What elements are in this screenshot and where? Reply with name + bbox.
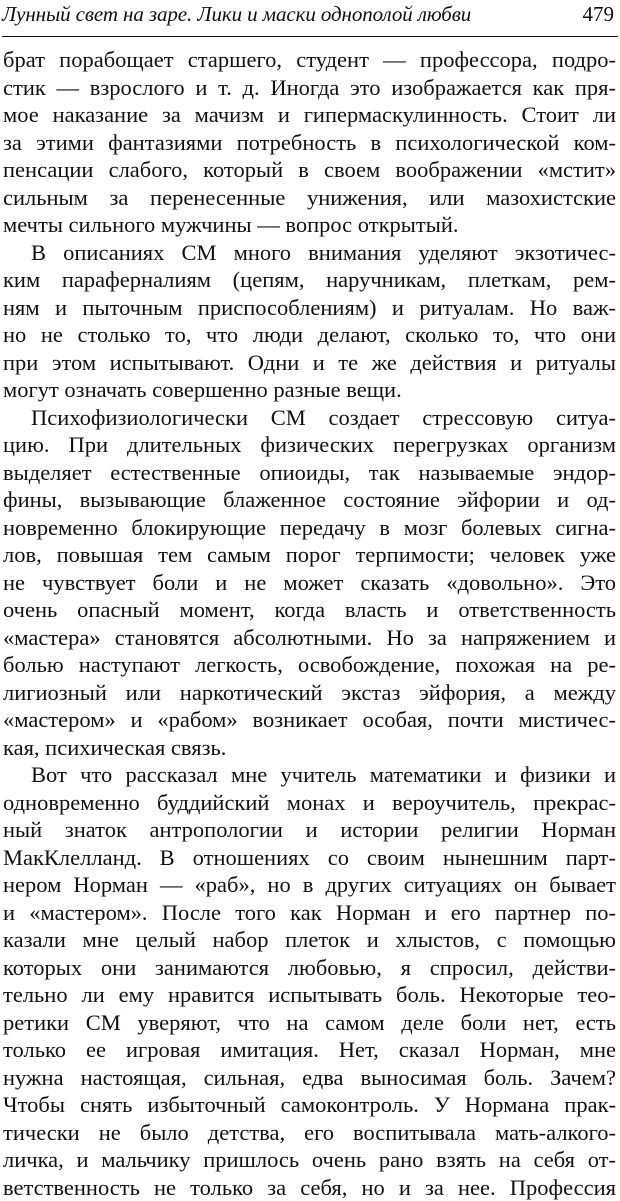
text-line: тельно ли ему нравится испытывать боль. Некоторые тео- (3, 981, 616, 1009)
text-line: и «мастером». После того как Норман и его партнер по- (3, 899, 616, 927)
text-line: но не столько то, что люди делают, сколько то, что они (3, 321, 616, 349)
paragraph-first-line: Психофизиологически СМ создает стрессовую ситуа- (3, 404, 616, 432)
text-line: стик — взрослого и т. д. Иногда это изображается как пря- (3, 74, 616, 102)
text-line: фины, вызывающие блаженное состояние эйфории и од- (3, 486, 616, 514)
text-line: которых они занимаются любовью, я спросил, действи- (3, 954, 616, 982)
paragraph-first-line: В описаниях СМ много внимания уделяют экзотичес- (3, 239, 616, 267)
text-line: очень опасный момент, когда власть и ответственность (3, 596, 616, 624)
text-line: за этими фантазиями потребность в психологической ком- (3, 129, 616, 157)
text-line: могут означать совершенно разные вещи. (3, 376, 616, 404)
text-line: ким параферналиям (цепям, наручникам, плеткам, рем- (3, 266, 616, 294)
page-number: 479 (583, 2, 615, 27)
text-line: ретики СМ уверяют, что на самом деле боли нет, есть (3, 1009, 616, 1037)
text-line: Чтобы снять избыточный самоконтроль. У Нормана прак- (3, 1091, 616, 1119)
paragraph-first-line: Вот что рассказал мне учитель математики и физики и (3, 761, 616, 789)
text-line: только ее игровая имитация. Нет, сказал Норман, мне (3, 1036, 616, 1064)
text-line: мое наказание за мачизм и гипермаскулинность. Стоит ли (3, 101, 616, 129)
text-line: брат порабощает старшего, студент — профессора, подро- (3, 46, 616, 74)
text-line: сильным за перенесенные унижения, или мазохистские (3, 184, 616, 212)
page-header (2, 0, 618, 37)
text-line: лов, повышая тем самым порог терпимости; человек уже (3, 541, 616, 569)
text-line: кая, психическая связь. (3, 734, 616, 762)
text-line: не чувствует боли и не может сказать «довольно». Это (3, 569, 616, 597)
text-line: МакКлелланд. В отношениях со своим нынешним парт- (3, 844, 616, 872)
text-line: выделяет естественные опиоиды, так называемые эндор- (3, 459, 616, 487)
body-text (3, 46, 616, 1201)
text-line: при этом испытывают. Одни и те же действия и ритуалы (3, 349, 616, 377)
text-line: «мастером» и «рабом» возникает особая, почти мистичес- (3, 706, 616, 734)
text-line: казали мне целый набор плеток и хлыстов, с помощью (3, 926, 616, 954)
text-line: цию. При длительных физических перегрузках организм (3, 431, 616, 459)
text-line: лигиозный или наркотический экстаз эйфория, а между (3, 679, 616, 707)
text-line: ням и пыточным приспособлениям) и ритуалам. Но важ- (3, 294, 616, 322)
text-line: мечты сильного мужчины — вопрос открытый. (3, 211, 616, 239)
text-line: одновременно буддийский монах и вероучитель, прекрас- (3, 789, 616, 817)
text-line: пенсации слабого, который в своем воображении «мстит» (3, 156, 616, 184)
text-line: ный знаток антропологии и истории религии Норман (3, 816, 616, 844)
text-line: ветственность не только за себя, но и за нее. Профессия (3, 1174, 616, 1201)
text-line: нужна настоящая, сильная, едва выносимая боль. Зачем? (3, 1064, 616, 1092)
text-line: болью наступают легкость, освобождение, похожая на ре- (3, 651, 616, 679)
text-line: новременно блокирующие передачу в мозг болевых сигна- (3, 514, 616, 542)
text-line: личка, и мальчику пришлось очень рано взять на себя от- (3, 1146, 616, 1174)
text-line: тически не было детства, его воспитывала мать-алкого- (3, 1119, 616, 1147)
text-line: «мастера» становятся абсолютными. Но за напряжением и (3, 624, 616, 652)
running-title: Лунный свет на заре. Лики и маски однополой любви (2, 2, 471, 27)
text-line: нером Норман — «раб», но в других ситуациях он бывает (3, 871, 616, 899)
